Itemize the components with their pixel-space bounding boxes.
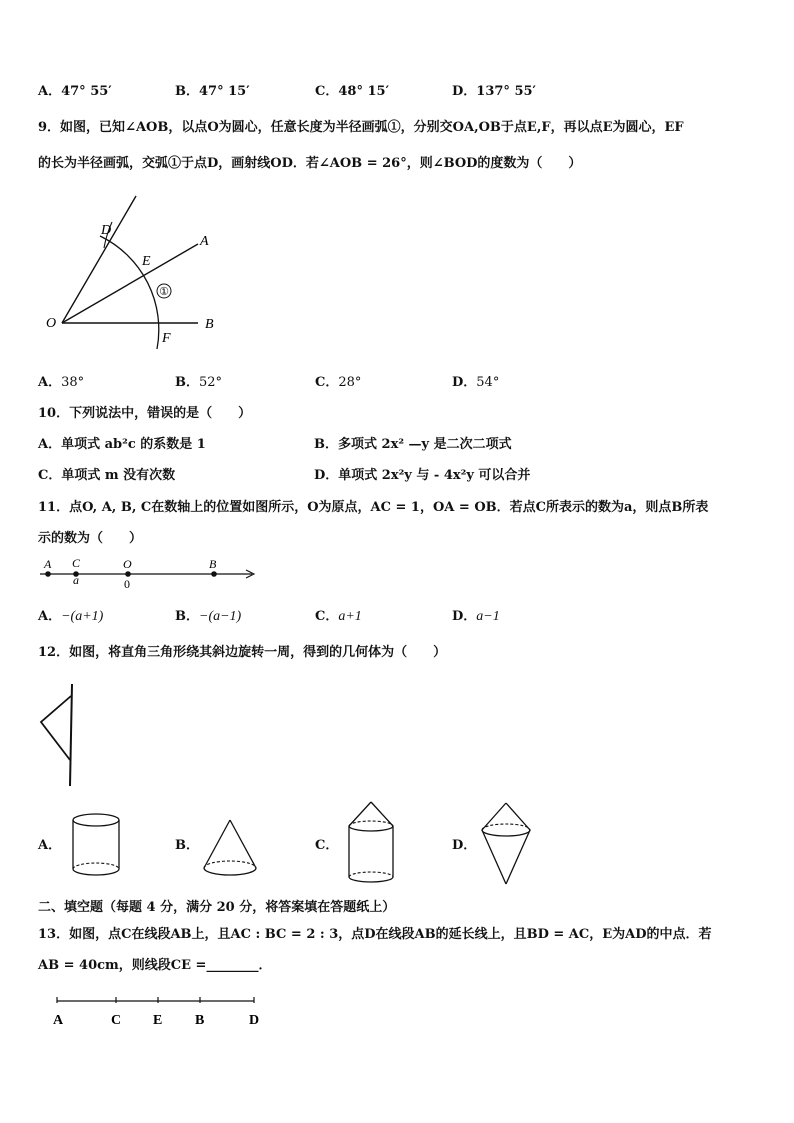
- label-b: B: [205, 317, 214, 332]
- q9-stem-line1: 9．如图，已知∠AOB，以点O为圆心，任意长度为半径画弧①，分别交OA,OB于点E,F，再以点E为圆心，EF: [38, 120, 684, 135]
- label-zero: 0: [124, 577, 130, 591]
- option-letter: C．: [38, 468, 62, 483]
- label-d: D: [249, 1013, 260, 1028]
- point-a: [45, 571, 51, 577]
- section-2-heading: 二、填空题（每题 4 分，满分 20 分，将答案填在答题纸上）: [38, 900, 396, 915]
- option-text: 54°: [476, 375, 500, 390]
- q11-stem-line1: 11．点O, A, B, C在数轴上的位置如图所示，O为原点，AC = 1，OA = OB．若点C所表示的数为a，则点B所表: [38, 500, 709, 515]
- q8-option-c: [315, 84, 389, 100]
- label-f: F: [162, 331, 171, 346]
- q12-option-a-letter: A．: [38, 838, 62, 853]
- q9-option-d: [452, 375, 499, 391]
- q10-option-a: [38, 437, 206, 453]
- q9-stem-line2: 的长为半径画弧，交弧①于点D，画射线OD．若∠AOB = 26°，则∠BOD的度数为（ ）: [38, 156, 582, 171]
- option-letter: D．: [452, 84, 477, 99]
- q13-segment-figure: [48, 994, 268, 1034]
- option-letter: B．: [175, 609, 199, 624]
- q11-option-b: [175, 609, 241, 625]
- q12-stem: 12．如图，将直角三角形绕其斜边旋转一周，得到的几何体为（ ）: [38, 645, 447, 660]
- option-text: 137° 55′: [476, 84, 536, 99]
- right-triangle: [41, 696, 71, 760]
- point-b: [211, 571, 217, 577]
- q12-option-b-letter: B．: [175, 838, 199, 853]
- option-b-cone: [200, 816, 264, 880]
- label-a: A: [53, 1013, 64, 1028]
- label-a: A: [44, 557, 52, 571]
- q12-option-c-letter: C．: [315, 838, 339, 853]
- option-text: −(a+1): [61, 609, 104, 624]
- q8-option-b: [175, 84, 250, 100]
- option-text: −(a−1): [199, 609, 242, 624]
- q11-option-c: [315, 609, 362, 625]
- option-text: 47° 55′: [61, 84, 112, 99]
- option-text: a+1: [338, 609, 362, 624]
- option-letter: A．: [38, 609, 62, 624]
- option-text: 单项式 m 没有次数: [61, 468, 176, 483]
- point-o: [125, 571, 131, 577]
- label-b: B: [209, 557, 217, 571]
- label-o: O: [46, 316, 57, 331]
- label-e: E: [153, 1013, 163, 1028]
- option-letter: A．: [38, 375, 62, 390]
- label-d: D: [101, 223, 112, 238]
- q12-option-d-letter: D．: [452, 838, 477, 853]
- option-a-cylinder: [70, 812, 124, 882]
- q11-option-a: [38, 609, 103, 625]
- arc-1: [100, 236, 159, 349]
- q8-option-d: [452, 84, 536, 100]
- label-a-value: a: [73, 573, 79, 587]
- option-text: 52°: [199, 375, 223, 390]
- option-letter: D．: [452, 375, 477, 390]
- option-letter: B．: [175, 84, 199, 99]
- option-letter: C．: [315, 609, 339, 624]
- option-text: a−1: [476, 609, 500, 624]
- q9-angle-figure: [40, 190, 280, 360]
- arc-marker-label: ①: [159, 286, 169, 298]
- q12-triangle-figure: [36, 682, 86, 788]
- ray-oa: [62, 244, 198, 323]
- option-letter: B．: [175, 375, 199, 390]
- q9-option-c: [315, 375, 361, 391]
- option-letter: D．: [314, 468, 339, 483]
- q9-option-b: [175, 375, 222, 391]
- ray-od: [62, 196, 136, 323]
- option-letter: C．: [315, 84, 339, 99]
- option-letter: A．: [38, 437, 62, 452]
- option-c-cone-on-cylinder: [344, 800, 400, 886]
- rotation-axis: [70, 684, 72, 786]
- label-c: C: [72, 556, 81, 570]
- option-letter: C．: [315, 375, 339, 390]
- label-a: A: [200, 234, 209, 249]
- option-text: 48° 15′: [338, 84, 389, 99]
- option-letter: B．: [314, 437, 338, 452]
- option-letter: A．: [38, 84, 62, 99]
- q13-stem-line2: AB = 40cm，则线段CE =________．: [38, 958, 272, 973]
- option-text: 单项式 2x²y 与 - 4x²y 可以合并: [338, 468, 531, 483]
- q11-option-d: [452, 609, 500, 625]
- q10-option-c: [38, 468, 175, 484]
- q10-option-b: [314, 437, 512, 453]
- option-text: 38°: [61, 375, 85, 390]
- option-d-double-cone: [478, 800, 536, 888]
- option-text: 单项式 ab²c 的系数是 1: [61, 437, 206, 452]
- q9-option-a: [38, 375, 84, 391]
- option-text: 28°: [338, 375, 362, 390]
- option-text: 多项式 2x² —y 是二次二项式: [338, 437, 512, 452]
- q11-number-line: [36, 556, 266, 592]
- q8-option-a: [38, 84, 112, 100]
- option-letter: D．: [452, 609, 477, 624]
- q10-option-d: [314, 468, 530, 484]
- option-text: 47° 15′: [199, 84, 250, 99]
- label-o: O: [123, 557, 132, 571]
- q10-stem: 10．下列说法中，错误的是（ ）: [38, 406, 252, 421]
- label-b: B: [195, 1013, 205, 1028]
- label-c: C: [111, 1013, 122, 1028]
- q13-stem-line1: 13．如图，点C在线段AB上，且AC : BC = 2 : 3，点D在线段AB的延长线上，且BD = AC，E为AD的中点．若: [38, 927, 712, 942]
- label-e: E: [142, 254, 151, 269]
- q11-stem-line2: 示的数为（ ）: [38, 531, 143, 546]
